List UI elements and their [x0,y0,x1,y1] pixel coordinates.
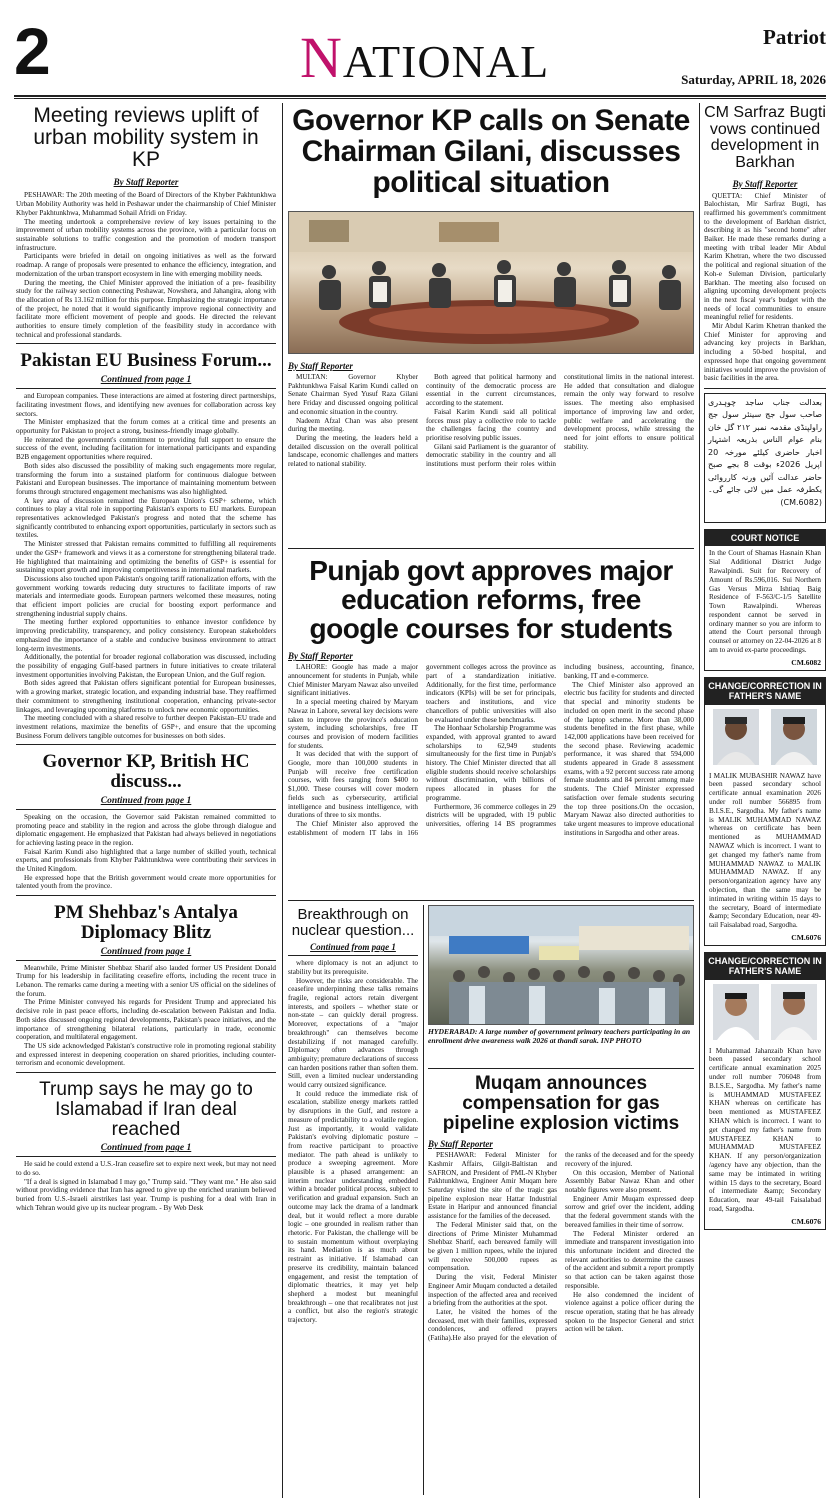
headline: CM Sarfraz Bugti vows continued development in Barkhan [704,104,826,171]
ad-code: CM.6076 [791,1216,821,1226]
article-british-hc [16,749,276,891]
portrait-photo [713,709,759,765]
change-notice-text: I Muhammad Jahanzaib Khan have been passed secondary school certificate annual examination 2025 under roll number 706048 from B.I.S.E., Sargodha. My father's name is MUHAMMAD MUSTAFEEZ KHAN whereas on certificate has been mentioned as MUSTAFEEZ KHAN which is incorrect. I want to get changed my father's name from MUSTAFEEZ KHAN to MUHAMMAD MUSTAFEEZ KHAN. If any person/organization /agency have any objection, than the same may be intimated in writing within 15 days to the secretary, Board of intermediate &amp; Secondary Education, near 49-tail Faisalabad road, Sargodha. [709,1046,821,1213]
column-divider [699,103,700,1498]
lead-body [288,373,694,541]
byline: By Staff Reporter [288,361,353,371]
left-column [16,103,276,1498]
masthead-rule-thin [14,98,826,99]
urdu-notice [704,393,826,523]
headline: Meeting reviews uplift of urban mobility system in KP [33,104,259,171]
brand-name: Patriot [763,25,826,49]
portrait-pair [705,705,825,769]
paragraph: The meeting further explored opportunities to enhance investor confidence by improving predictability, transparency, and policy consistency. European stakeholders emphasized the importance of a stable and conducive business environment to attract long-term investments. [16,618,276,653]
paragraph: During the meeting, the leaders held a detailed discussion on the overall political landscape, economic challenges and matters related to national stability. [288,433,418,469]
paragraph: QUETTA: Chief Minister of Balochistan, Mir Sarfraz Bugti, has reaffirmed his government's commitment to the development of Barkhan district, describing it as his "second home" after Baiker. He made these remarks during a meeting with tribal leader Mir Abdul Karim Khetran, where the two discussed the political and regional situation of the Koh-e Suleman Division, particularly Barkhan. The meeting also focused on aligning upcoming development projects in the next fiscal year's budget with the needs of local communities to ensure meaningful relief for residents. [704,191,826,322]
lead-story [288,103,694,543]
article-eu-forum [16,348,276,740]
paragraph: Mir Abdul Karim Khetran thanked the Chief Minister for approving and advancing key projects in Barkhan, including a 50-bed hospital, and expressed hope that ongoing government initiatives would improve the provision of basic facilities in the area. [704,322,826,383]
meeting-photo-image [289,212,694,354]
article-body [428,1151,694,1481]
paragraph: Both sides agreed that Pakistan offers significant potential for European businesses, with a growing market, strategic location, and expanding industrial base. They reaffirmed their commitment to strengthening institutional cooperation, enhancing private-sector linkages, and leveraging upcoming platforms to unlock new economic opportunities. [16,679,276,714]
change-notice-header: CHANGE/CORRECTION IN FATHER'S NAME [705,953,825,980]
paragraph: The Chief Minister also approved an electric bus facility for students and directed that special and minority students be included on open merit in the second phase of the laptop scheme. More than 38,000 students benefited in the first phase, while 142,000 applications have been received for the second phase. Reviewing academic performance, it was shared that 594,000 students appeared in Grade 8 assessment exams, with a 92 percent success rate among female students and 84 percent among male students. The Chief Minister expressed satisfaction over female students securing the top three positions.On the occasion, Maryam Nawaz also directed authorities to take urgent measures to improve educational institutions in Sargodha and other areas. [564,680,694,837]
change-notice-2 [704,952,826,1230]
paragraph: MULTAN: Governor Khyber Pakhtunkhwa Faisal Karim Kundi called on Senate Chairman Syed Yusuf Raza Gilani here Friday and discussed ongoing political and economic situation in the country. [288,373,418,416]
column-divider [282,103,283,1498]
rally-photo-image [429,906,694,1025]
court-notice-text: In the Court of Shamas Hasnain Khan Sial Additional District Judge Rawalpindi. Suit for Recovery of Amount of Rs.596,016. Sui Northern Gas Versus Mirza Ishtiaq Baig Residence of F-563/C-1/5 Satellite Town Rawalpindi. Whereas respondent cannot be served in ordinary manner so you are inform to attend the Court personal through counsel or attorney on 22-04-2026 at 8 am to avoid ex-parte proceedings. [709,549,821,655]
paragraph: Speaking on the occasion, the Governor said Pakistan remained committed to promoting peace and stability in the region and across the globe through dialogue and diplomatic engagement. He emphasized that Pakistan had always believed in negotiations for achieving lasting peace in the region. [16,812,276,847]
byline: By Staff Reporter [113,177,179,188]
paragraph: Later, he visited the homes of the deceased, met with their families, expressed condolences, and offered prayers (Fatiha).He also prayed for the elevation of the ranks of the deceased and for the speedy recovery of the injured. [428,1151,694,1343]
paragraph: Faisal Karim Kundi also highlighted that a large number of skilled youth, technical experts, and professionals from Khyber Pakhtunkhwa were contributing their services in the United Kingdom. [16,847,276,874]
article-trump [16,1077,276,1212]
byline: By Staff Reporter [288,651,353,662]
section-initial: N [300,30,343,90]
article-urban-mobility [16,103,276,339]
paragraph: Both sides also discussed the possibility of making such engagements more regular, transforming the forum into a sustained platform for continuous dialogue between Pakistani and European businesses. The importance of maintaining momentum between forums through structured engagement mechanisms was also highlighted. [16,461,276,496]
headline: Breakthrough on nuclear question... [291,906,415,939]
paragraph: Faisal Karim Kundi said all political forces must play a collective role to tackle the challenges facing the country and prioritise resolving public issues. [426,407,556,442]
paragraph: Gilani said Parliament is the guarantor of democratic stability in the country and all institutions must perform their roles within constitutional limits in the national interest. He added that consultation and dialogue remain the only way forward to resolve issues. The meeting also emphasised importance of improving law and order, public welfare and accelerating the development process, while stressing the need for joint efforts to ensure political stability. [426,373,694,469]
paragraph: Engineer Amir Muqam expressed deep sorrow and grief over the incident, adding that the federal government stands with the bereaved families in their time of sorrow. [565,1194,694,1229]
portrait-pair [705,980,825,1044]
change-notice-header: CHANGE/CORRECTION IN FATHER'S NAME [705,678,825,705]
paragraph: It could reduce the immediate risk of escalation, stabilize energy markets rattled by disruptions in the Gulf, and restore a measure of predictability to a volatile region. Just as importantly, it would validate Pakistan's evolving diplomatic posture – from reactive participant to proactive mediator. The path ahead is unlikely to produce a sweeping agreement. More plausible is a phased arrangement: an interim nuclear understanding embedded within a broader political process, subject to verification and gradual expansion. Such an outcome may lack the drama of a landmark deal, but it would reflect a more durable logic – one grounded in realism rather than rhetoric. For Pakistan, the challenge will be to sustain momentum without overplaying its hand. Mediation is as much about restraint as initiative. If Islamabad can preserve its credibility, maintain balanced engagement, and resist the temptation of diplomatic theatrics, it may yet help shepherd a modest but meaningful breakthrough – one that recalibrates not just a conflict, but also the region's strategic trajectory. [288,1089,418,1325]
paragraph: Discussions also touched upon Pakistan's ongoing tariff rationalization efforts, with the government working towards reducing duty structures to facilitate imports of raw materials and intermediate goods. European partners welcomed these measures, noting that efficient import policies are crucial for boosting export performance and strengthening industrial supply chains. [16,574,276,618]
paragraph: He said he could extend a U.S.-Iran ceasefire set to expire next week, but may not need to do so. [16,1160,276,1178]
byline: By Staff Reporter [428,1139,493,1150]
article-body [16,392,276,740]
paragraph: Additionally, the potential for broader regional collaboration was discussed, including the possibility of engaging Gulf-based partners in future initiatives to create trilateral investment opportunities involving Pakistan, the European Union, and the Gulf region. [16,653,276,679]
ad-code: CM.6076 [791,932,821,942]
article-body [288,663,694,888]
paragraph: and European companies. These interactions are aimed at fostering direct partnerships, facilitating investment flows, and identifying new avenues for collaboration across key sectors. [16,392,276,418]
paragraph: The Prime Minister conveyed his regards for President Trump and appreciated his decisive role in past peace efforts, including de-escalation between Pakistan and India. Both sides discussed ongoing regional developments, Pakistan's peace initiatives, and the importance of strengthening bilateral relations, particularly in trade, economic cooperation, and multilateral engagement. [16,998,276,1042]
paragraph: During the visit, Federal Minister Engineer Amir Muqam conducted a detailed inspection of the affected area and received a briefing from the authorities at the spot. [428,1273,557,1308]
paragraph: The US side acknowledged Pakistan's constructive role in promoting regional stability and expressed interest in deepening cooperation on shared priorities, including counter-terrorism and economic development. [16,1041,276,1068]
paragraph: The Chief Minister also approved the establishment of modern IT labs in 166 government colleges across the province as part of a standardization initiative. Additionally, for the first time, performance indicators (KPIs) will be set for principals, teachers and institutions, and vice chancellors of public universities will also be evaluated under these benchmarks. [288,663,556,837]
urdu-notice-text: بعدالت جناب ساجد چوہدری صاحب سول جج سینئر سول جج راولپنڈی مقدمہ نمبر ۲۱۲ گل خان بنام عوام الناس بذریعہ اشتہار اخبار حاضری کیلئے مورخہ 20 اپریل 2026ء بوقت 8 بجے صبح حاضر عدالت آئیں ورنہ کارروائی یکطرفہ عمل میں لائی جائے گی۔ (CM.6082) [708,397,822,507]
article-body [16,964,276,1068]
paragraph: The Honhaar Scholarship Programme was expanded, with approval granted to award scholarships to 62,949 students simultaneously for the first time in Punjab's history. The Chief Minister directed that all eligible students should receive scholarships without discrimination, with billions of rupees allocated in phases for the programme. [426,724,556,802]
right-column [704,103,826,1498]
lead-body-wrap [288,359,694,543]
paragraph: The Federal Minister said that, on the directions of Prime Minister Muhammad Shehbaz Sharif, each bereaved family will be given 1 million rupees, while the injured will receive 500,000 rupees as compensation. [428,1220,557,1273]
paragraph: On this occasion, Member of National Assembly Babar Nawaz Khan and other notable figures were also present. [565,1168,694,1195]
paragraph: It was decided that with the support of Google, more than 100,000 students in Punjab will receive free certification courses, with fees ranging from $400 to $1,000. These courses will cover modern fields such as cybersecurity, artificial intelligence and business intelligence, with durations of three to six months. [288,750,418,820]
portrait-photo [771,984,817,1040]
article-bugti [704,103,826,383]
section-rule [288,548,694,549]
paragraph: He expressed hope that the British government would create more opportunities for talented youth from the province. [16,873,276,891]
section-title [300,30,560,90]
section-rest: ATIONAL [342,36,550,87]
change-notice-text: I MALIK MUBASHIR NAWAZ have been passed secondary school certificate annual examination 2026 under roll number 566895 from B.I.S.E., Sargodha. My father's name is MALIK MUHAMMAD NAWAZ whereas on certificate has been mentioned as MUHAMMAD NAWAZ which is incorrect. I want to get changed my father's name from MUHAMMAD NAWAZ to MALIK MUHAMMAD NAWAZ. If any person/organization agency have any objection, than the same may be intimated in writing within 15 days to the secretary, Board of intermediate &amp; Secondary Education, near 49-tail Faisalabad road, Sargodha. [709,771,821,930]
issue-date: Saturday, APRIL 18, 2026 [681,72,826,87]
headline: Muqam announces compensation for gas pipeline explosion victims [442,1073,680,1134]
paragraph: Furthermore, 36 commerce colleges in 29 districts will be upgraded, with 19 public universities, offering 14 BS programmes including business, accounting, finance, banking, IT and e-commerce. [426,663,694,828]
paragraph: Both agreed that political harmony and continuity of the democratic process are essential in the current circumstances, according to the statement. [426,373,556,408]
section-rule [428,1068,694,1069]
article-punjab [288,552,694,897]
headline: Trump says he may go to Islamabad if Iran deal reached [39,1079,253,1140]
page-number: 2 [14,18,51,84]
article-muqam [428,1072,694,1497]
continued-label: Continued from page 1 [16,796,276,810]
paragraph: However, the risks are considerable. The ceasefire underpinning these talks remains fragile, regional actors retain divergent interests, and spoilers – whether state or non-state – can quickly derail progress. Moreover, expectations of a "major breakthrough" can themselves become destabilizing if not managed carefully. Diplomacy often advances through ambiguity; premature declarations of success can harden positions rather than soften them. Still, even a limited nuclear understanding would carry outsized significance. [288,976,418,1090]
section-title-text [300,30,550,90]
lead-headline: Governor KP calls on Senate Chairman Gilani, discusses political situation [292,104,690,200]
paragraph: The meeting undertook a comprehensive review of key issues pertaining to the improvement of urban mobility systems across the province, with a particular focus on sustainable solutions to traffic congestion and the promotion of modern transport infrastructure. [16,217,276,252]
paragraph: He also condemned the incident of violence against a police officer during the rescue operation, stating that he has already spoken to the Inspector General and strict action will be taken. [565,1290,694,1334]
portrait-photo [713,984,759,1040]
paragraph: During the meeting, the Chief Minister approved the initiation of a pre- feasibility study for the railway section connecting Peshawar, Nowshera, and Jahangira, along with the allocation of Rs 13.162 million for this purpose. Emphasizing the strategic importance of the project, he noted that it would significantly improve regional connectivity and facilitate more efficient movement of people and goods. He directed the relevant authorities to ensure timely completion of the feasibility study in accordance with technical and professional standards. [16,278,276,339]
article-body [288,959,418,1325]
rally-photo-caption: HYDERABAD: A large number of government primary teachers participating in an enrollment drive awareness walk 2026 at thandi sarak. INP PHOTO [428,1028,691,1045]
section-rule [288,900,694,901]
column-divider [423,905,424,1495]
paragraph: Participants were briefed in detail on ongoing initiatives as well as the forward roadmap. A range of proposals were presented to enhance the efficiency, integration, and modernization of the urban transport ecosystem in line with emerging mobility needs. [16,252,276,278]
change-notice-1 [704,677,826,946]
paragraph: "If a deal is signed in Islamabad I may go," Trump said. "They want me." He also said without providing evidence that Iran has agreed to give up the enriched uranium believed buried from U.S.-Israeli airstrikes last year. Trump is pushing for a deal with Iran in which Tehran would give up its nuclear program. - By Web Desk [16,1177,276,1212]
article-body [16,1160,276,1212]
rally-photo [428,905,694,1025]
paragraph: A key area of discussion remained the European Union's GSP+ scheme, which continues to play a vital role in supporting Pakistan's exports to EU markets. European representatives acknowledged Pakistan's progress and noted that the scheme has significantly contributed to enhancing export opportunities, particularly in sectors such as textiles. [16,496,276,540]
continued-label: Continued from page 1 [16,1143,276,1157]
paragraph: The Minister stressed that Pakistan remains committed to fulfilling all requirements under the GSP+ framework and views it as a cornerstone for strengthening bilateral trade. He highlighted that maintaining and optimizing the benefits of GSP+ is essential for sustaining export growth and improving competitiveness in international markets. [16,540,276,575]
paragraph: In a special meeting chaired by Maryam Nawaz in Lahore, several key decisions were taken to improve the province's education system, including scholarships, free IT courses and provision of modern facilities for students. [288,698,418,750]
article-breakthrough [288,905,418,1495]
paragraph: Nadeem Afzal Chan was also present during the meeting. [288,416,418,434]
headline: Pakistan EU Business Forum... [20,350,272,372]
article-antalya [16,900,276,1068]
paragraph: Meanwhile, Prime Minister Shehbaz Sharif also lauded former US President Donald Trump for his leadership in facilitating ceasefire efforts, including the recent truce in Lebanon. The remarks came during a meeting with a senior US official on the sidelines of the forum. [16,963,276,998]
article-body [16,191,276,339]
meeting-photo [288,211,694,354]
paragraph: He reiterated the government's commitment to providing full support to ensure the success of the event, including facilitation for international participants and expanding B2B engagement opportunities where required. [16,435,276,462]
paragraph: The meeting concluded with a shared resolve to further deepen Pakistan–EU trade and investment relations, maximize the benefits of GSP+, and ensure that the upcoming Business Forum delivers tangible outcomes for businesses on both sides. [16,714,276,740]
continued-label: Continued from page 1 [288,942,418,956]
byline: By Staff Reporter [732,178,798,189]
portrait-photo [771,709,817,765]
masthead-rule [14,95,826,97]
paragraph: LAHORE: Google has made a major announcement for students in Punjab, while Chief Minister Maryam Nawaz also unveiled significant initiatives. [288,663,418,698]
article-body [704,192,826,383]
headline: Punjab govt approves major education reforms, free google courses for students [309,555,673,645]
continued-label: Continued from page 1 [16,947,276,961]
paragraph: The Federal Minister ordered an immediate and transparent investigation into this unfortunate incident and directed the relevant authorities to determine the causes of the accident and submit a report promptly so that action can be taken against those responsible. [565,1229,694,1290]
headline: PM Shehbaz's Antalya Diplomacy Blitz [54,902,238,943]
paragraph: PESHAWAR: Federal Minister for Kashmir Affairs, Gilgit-Baltistan and SAFRON, and President of PML-N Khyber Pakhtunkhwa, Engineer Amir Muqam here Saturday visited the site of the tragic gas pipeline explosion near Hattar Industrial Estate in Haripur and announced financial assistance for the families of the deceased. [428,1151,557,1221]
paragraph: The Minister emphasized that the forum comes at a critical time and presents an opportunity for Pakistan to project a strong, business-friendly image globally. [16,418,276,435]
court-notice-header: COURT NOTICE [705,530,825,546]
headline: Governor KP, British HC discuss... [42,751,250,793]
continued-label: Continued from page 1 [16,375,276,389]
court-notice [704,529,826,671]
paragraph: where diplomacy is not an adjunct to stability but its prerequisite. [288,959,418,976]
article-body [16,813,276,891]
ad-code: CM.6082 [791,657,821,667]
paragraph: PESHAWAR: The 20th meeting of the Board of Directors of the Khyber Pakhtunkhwa Urban Mobility Authority was held in Peshawar under the chairmanship of Chief Minister Khyber Pakhtunkhwa, Muhammad Sohail Afridi on Friday. [16,191,276,217]
